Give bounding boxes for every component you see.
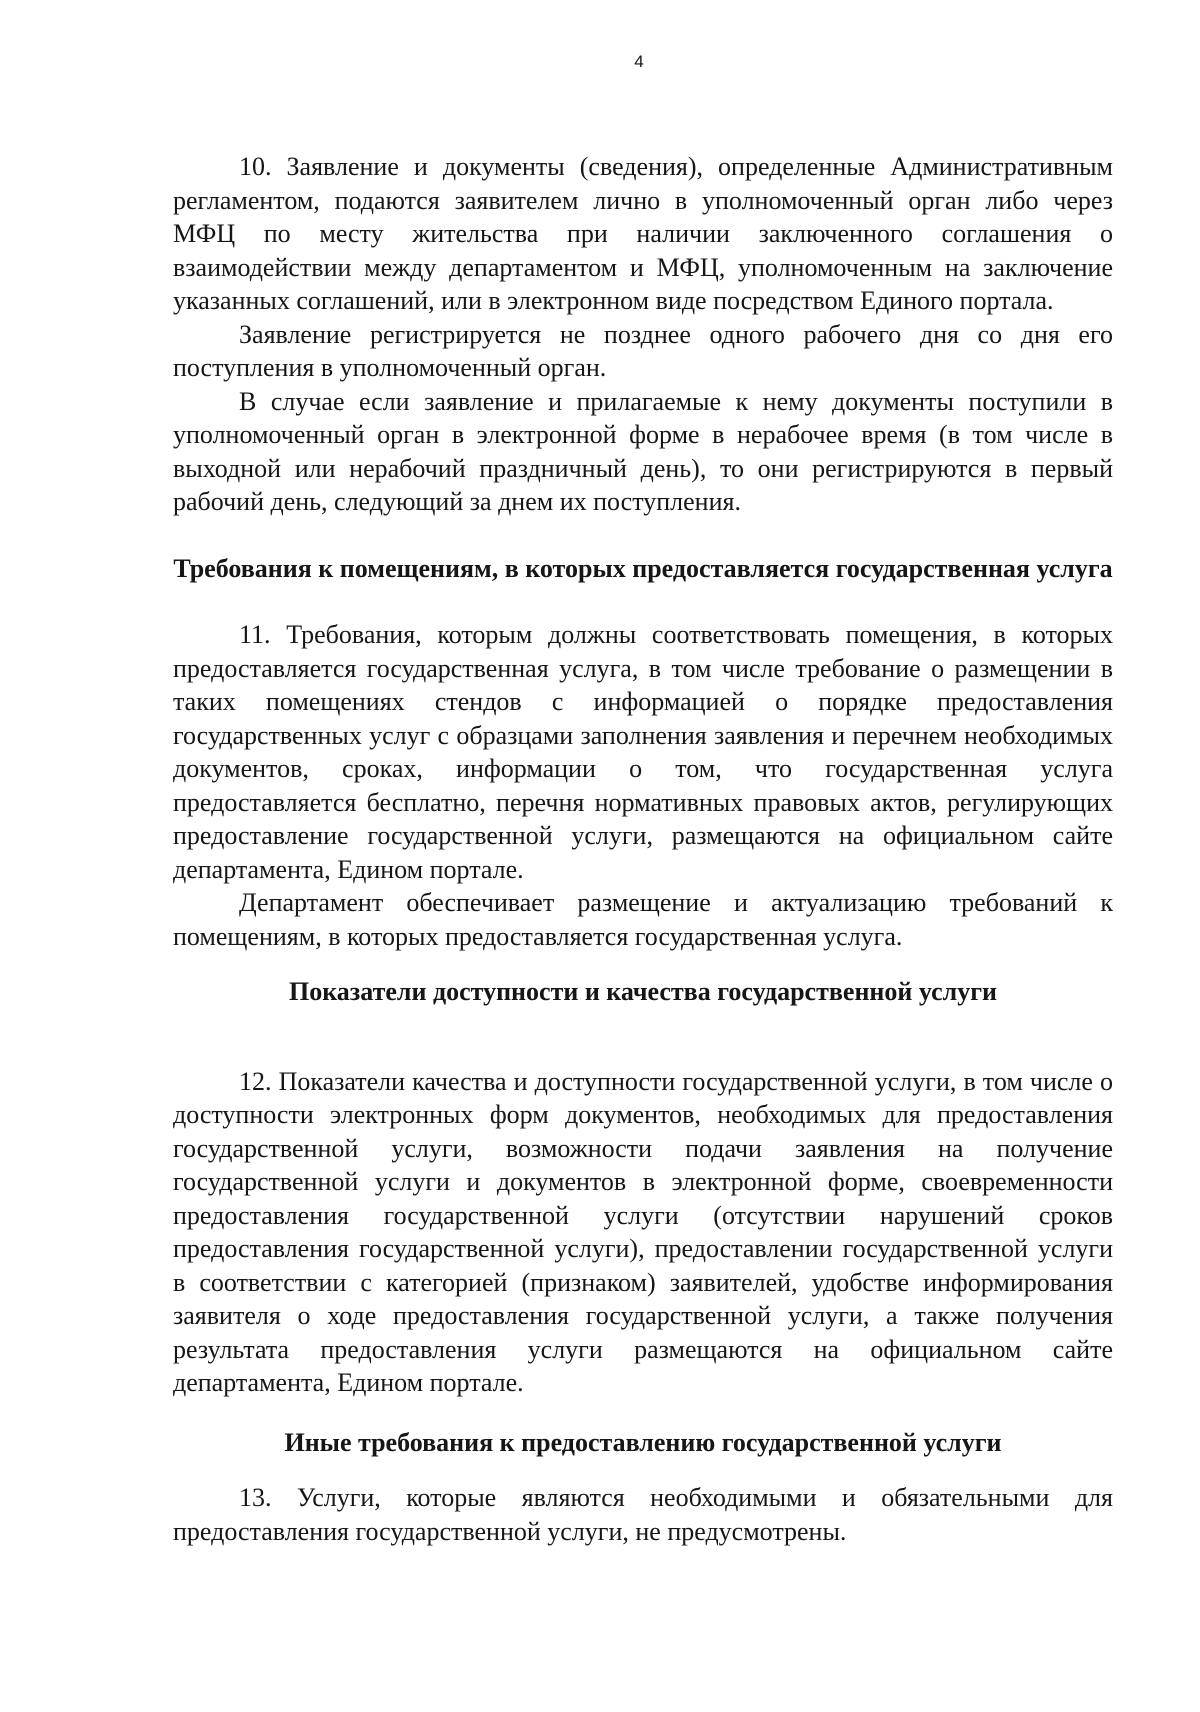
paragraph-10-electronic: В случае если заявление и прилагаемые к нему документы поступили в уполномоченный орган в электронной форме в нерабочее время (в том числе в выходной или нерабочий праздничный день), то они регистрируются в первый рабочий день, следующий за днем их поступления. [173, 386, 1113, 516]
paragraph-10-registration: Заявление регистрируется не позднее одного рабочего дня со дня его поступления в уполномоченный орган. [173, 319, 1113, 382]
paragraph-11-department: Департамент обеспечивает размещение и актуализацию требований к помещениям, в которых предоставляется государственная услуга. [173, 888, 1113, 951]
paragraph-11: 11. Требования, которым должны соответствовать помещения, в которых предоставляется государственная услуга, в том числе требование о размещении в таких помещениях стендов с информацией о порядке предоставления государственных услуг с образцами заполнения заявления и перечнем необходимых документов, сроках, информации о том, что государственная услуга предоставляется бесплатно, перечня нормативных правовых актов, регулирующих предоставление государственной услуги, размещаются на официальном сайте департамента, Едином портале. [173, 620, 1113, 884]
heading-accessibility-quality: Показатели доступности и качества государственной услуги [288, 977, 998, 1006]
document-body [173, 150, 1113, 1548]
paragraph-13: 13. Услуги, которые являются необходимыми и обязательными для предоставления государственной услуги, не предусмотрены. [173, 1483, 1113, 1546]
heading-other-requirements: Иные требования к предоставлению государственной услуги [284, 1427, 1002, 1457]
page-number: 4 [634, 52, 644, 71]
paragraph-10: 10. Заявление и документы (сведения), определенные Административным регламентом, подаются заявителем лично в уполномоченный орган либо через МФЦ по месту жительства при наличии заключенного соглашения о взаимодействии между департаментом и МФЦ, уполномоченным на заключение указанных соглашений, или в электронном виде посредством Единого портала. [173, 152, 1113, 315]
heading-premises-requirements: Требования к помещениям, в которых предоставляется государственная услуга [173, 553, 1113, 583]
paragraph-12: 12. Показатели качества и доступности государственной услуги, в том числе о доступности электронных форм документов, необходимых для предоставления государственной услуги, возможности подачи заявления на получение государственной услуги и документов в электронной форме, своевременности предоставления государственной услуги (отсутствии нарушений сроков предоставления государственной услуги), предоставлении государственной услуги в соответствии с категорией (признаком) заявителей, удобстве информирования заявителя о ходе предоставления государственной услуги, а также получения результата предоставления услуги размещаются на официальном сайте департамента, Едином портале. [173, 1066, 1113, 1397]
